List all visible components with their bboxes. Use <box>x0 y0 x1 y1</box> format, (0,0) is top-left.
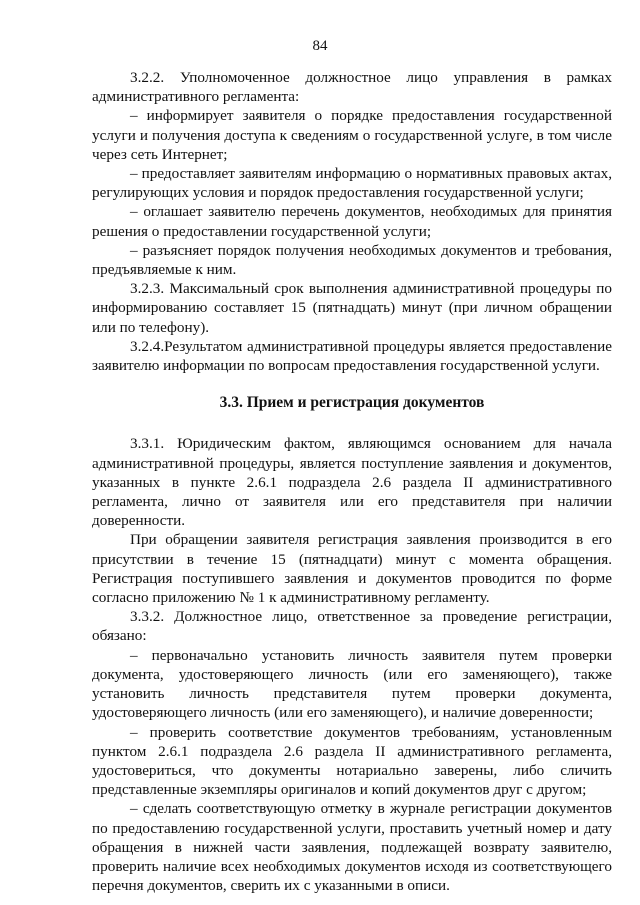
paragraph-3-3-2: 3.3.2. Должностное лицо, ответственное за проведение регистрации, обязано: <box>92 608 612 645</box>
list-item-provide-info: – предоставляет заявителям информацию о нормативных правовых актах, регулирующих условия и порядок предоставления государственной услуги; <box>92 165 612 202</box>
paragraph-registration: При обращении заявителя регистрация заявления производится в его присутствии в течение 15 (пятнадцати) минут с момента обращения. Регистрация поступившего заявления и документов проводится по форме согласно приложению № 1 к административному регламенту. <box>92 531 612 607</box>
list-item-inform: – информирует заявителя о порядке предоставления государственной услуги и получения доступа к сведениям о государственной услуге, в том числе через сеть Интернет; <box>92 107 612 163</box>
page-number: 84 <box>312 38 328 54</box>
list-item-journal-mark: – сделать соответствующую отметку в журнале регистрации документов по предоставлению государственной услуги, проставить учетный номер и дату обращения в нижней части заявления, подлежащей возврату заявителю, проверить наличие всех необходимых документов исходя из соответствующего перечня документов, сверить их с указанными в описи. <box>92 800 612 895</box>
section-heading: 3.3. Прием и регистрация документов <box>219 394 485 412</box>
list-item-explain-procedure: – разъясняет порядок получения необходимых документов и требования, предъявляемые к ним. <box>92 241 612 279</box>
document-body <box>92 68 612 895</box>
paragraph-3-2-3: 3.2.3. Максимальный срок выполнения административной процедуры по информированию составляет 15 (пятнадцать) минут (при личном обращении или по телефону). <box>92 280 612 336</box>
list-item-announce-documents: – оглашает заявителю перечень документов, необходимых для принятия решения о предоставлении государственной услуги; <box>92 203 612 240</box>
paragraph-3-3-1: 3.3.1. Юридическим фактом, являющимся основанием для начала административной процедуры, является поступление заявления и документов, указанных в пункте 2.6.1 подраздела 2.6 раздела II административного регламента, лично от заявителя или его представителя при наличии доверенности. <box>92 435 612 530</box>
paragraph-3-2-4: 3.2.4.Результатом административной процедуры является предоставление заявителю информации по вопросам предоставления государственной услуги. <box>92 337 612 375</box>
list-item-check-documents: – проверить соответствие документов требованиям, установленным пунктом 2.6.1 подраздела 2.6 раздела II административного регламента, удостовериться, что документы нотариально заверены, либо сличить представленные экземпляры оригиналов и копий документов друг с другом; <box>92 723 612 799</box>
list-item-identify: – первоначально установить личность заявителя путем проверки документа, удостоверяющего личность (или его заменяющего), также установить личность представителя путем проверки документа, удостоверяющего личность (или его заменяющего), и наличие доверенности; <box>92 646 612 722</box>
paragraph-3-2-2: 3.2.2. Уполномоченное должностное лицо управления в рамках административного регламента: <box>92 69 612 106</box>
